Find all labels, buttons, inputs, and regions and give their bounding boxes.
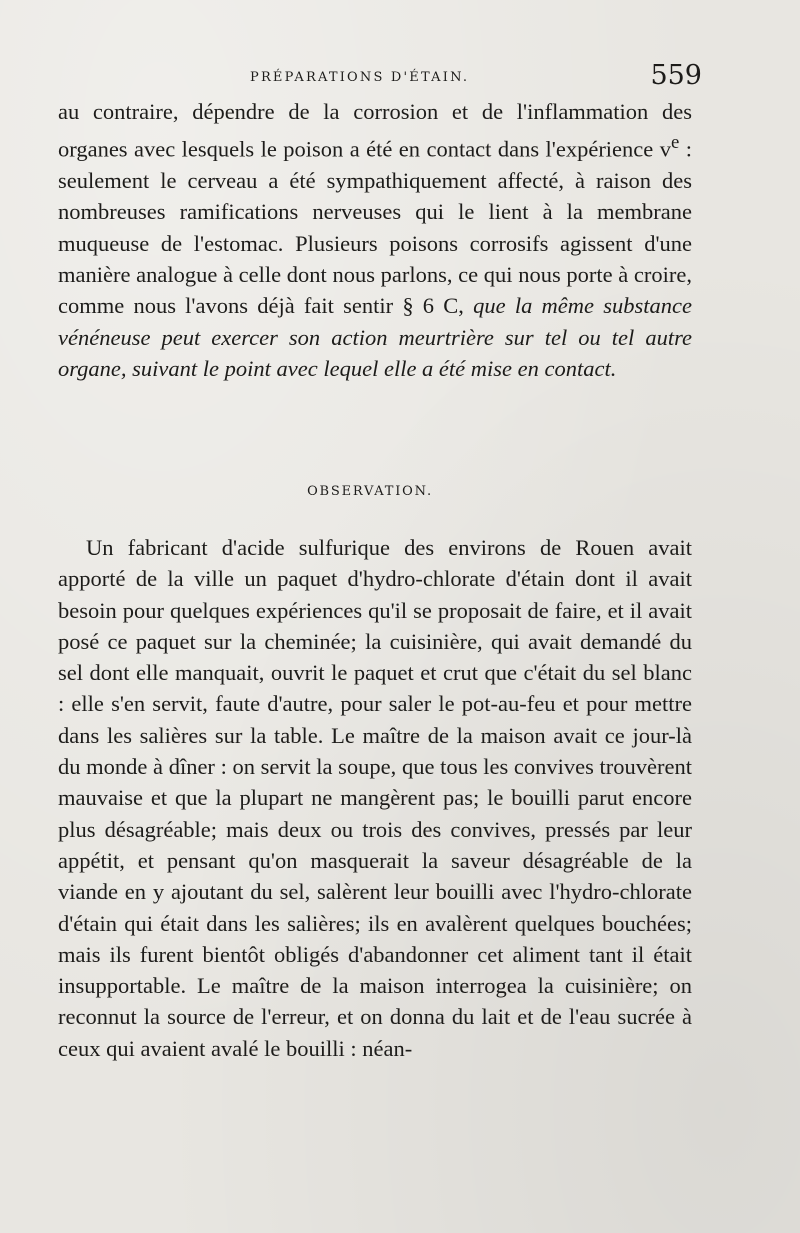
superscript-e: e [670,132,680,154]
page-header [250,60,702,96]
running-head: PRÉPARATIONS D'ÉTAIN. [250,70,470,85]
paragraph-2-text: Un fabricant d'acide sulfurique des environs de Rouen avait apporté de la ville un paquet d'hydro-chlorate d'étain dont il avait besoin pour quelques expériences qu'il se proposait de faire, et il avait posé ce paquet sur la cheminée; la cuisinière, qui avait demandé du sel dont elle manquait, ouvrit le paquet et crut que c'était du sel blanc : elle s'en servit, faute d'autre, pour saler le pot-au-feu et pour mettre dans les salières sur la table. Le maître de la maison avait ce jour-là du monde à dîner : on servit la soupe, que tous les convives trouvèrent mauvaise et que la plupart ne mangèrent pas; le bouilli parut encore plus désagréable; mais deux ou trois des convives, pressés par leur appétit, et pensant qu'on masquerait la saveur désagréable de la viande en y ajoutant du sel, salèrent leur bouilli avec l'hydro-chlorate d'étain qui était dans les salières; ils en avalèrent quelques bouchées; mais ils furent bientôt obligés d'abandonner cet aliment tant il était insupportable. Le maître de la maison interrogea la cuisinière; on reconnut la source de l'erreur, et on donna du lait et de l'eau sucrée à ceux qui avaient avalé le bouilli : néan- [58,535,692,1061]
paragraph-1-text: au contraire, dépendre de la corrosion et de l'inflammation des organes avec lesquels le poison a été en contact dans l'expérience v [58,99,692,162]
section-heading: OBSERVATION. [307,484,433,499]
paragraph-1-italic: que la même substance vénéneuse peut exercer son action meurtrière sur tel ou tel autre organe, suivant le point avec lequel elle a été mise en contact. [58,293,692,381]
page-number: 559 [650,60,702,91]
paragraph-1-text-continued: : seulement le cerveau a été sympathiquement affecté, à raison des nombreuses ramifications nerveuses qui le lient à la membrane muqueuse de l'estomac. Plusieurs poisons corrosifs agissent d'une manière analogue à celle dont nous parlons, ce qui nous porte à croire, comme nous l'avons déjà fait sentir § 6 C, [58,136,692,319]
paragraph-2 [58,532,692,1064]
paragraph-1 [58,96,692,384]
